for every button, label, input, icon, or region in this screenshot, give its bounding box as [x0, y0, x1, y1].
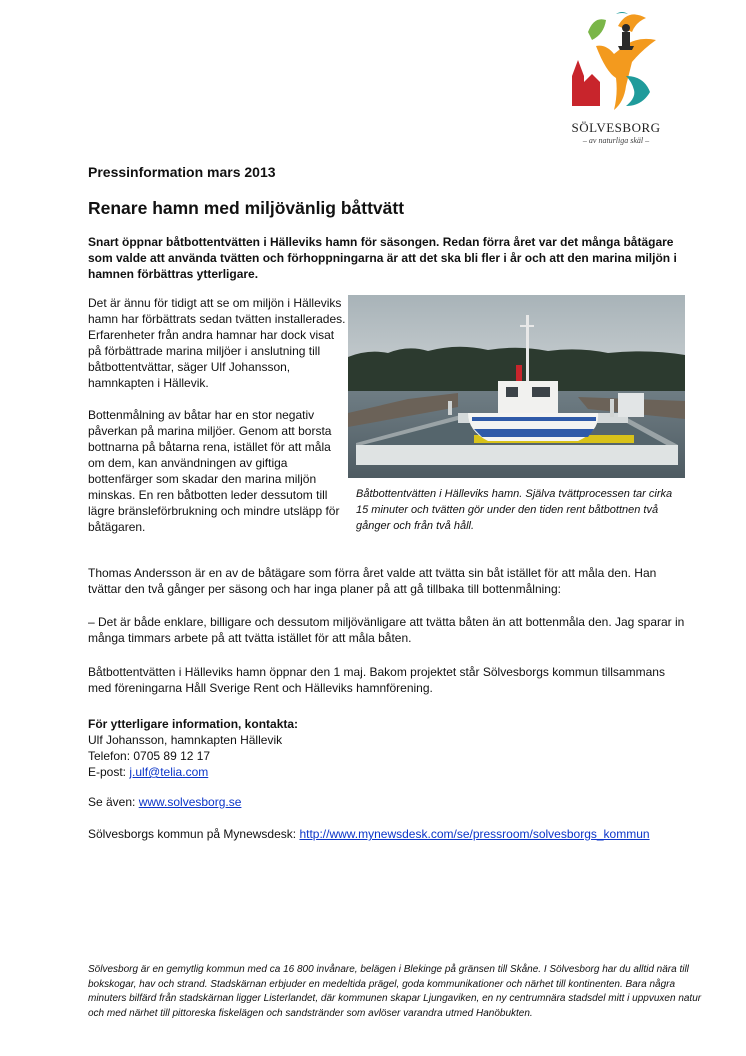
lead-paragraph: Snart öppnar båtbottentvätten i Hälleviks hamn för säsongen. Redan förra året var det många båtägare som valde att använda tvätten och förhoppningarna är att det ska bli fler i år och att den marina miljön i hamnen förbättras ytterligare. [88, 235, 677, 281]
contact-block [88, 716, 688, 780]
contact-name: Ulf Johansson, hamnkapten Hällevik [88, 733, 283, 747]
page-title: Renare hamn med miljövänlig båttvätt [88, 198, 405, 218]
body-paragraph-quote: – Det är både enklare, billigare och dessutom miljövänligare att tvätta båten än att bottenmåla den. Jag sparar in många timmars arbete på att tvätta istället för att måla båten. [88, 615, 685, 645]
contact-email-row [88, 764, 688, 780]
boat-wash-image [348, 295, 685, 478]
solvesborg-emblem-icon [566, 6, 666, 118]
mynewsdesk-label: Sölvesborgs kommun på Mynewsdesk: [88, 827, 300, 841]
column-paragraph-2: Bottenmålning av båtar har en stor negativ påverkan på marina miljöer. Genom att borsta bottnarna på båtarna rena, istället för att måla om dem, kan användningen av giftiga bottenfärger som skadar den marina miljön minskas. En ren båtbotten leder dessutom till lägre bränsleförbrukning och mindre utsläpp för båtägaren. [88, 408, 340, 534]
photo-caption: Båtbottentvätten i Hälleviks hamn. Själva tvättprocessen tar cirka 15 minuter och tvätten gör under den tiden rent båtbottnen två gånger och från två håll. [356, 488, 673, 532]
contact-email-label: E-post: [88, 765, 130, 779]
contact-phone: Telefon: 0705 89 12 17 [88, 749, 211, 763]
body-paragraph-2: Båtbottentvätten i Hälleviks hamn öppnar den 1 maj. Bakom projektet står Sölvesborgs kommun tillsammans med föreningarna Håll Sverige Rent och Hälleviks hamnförening. [88, 665, 665, 695]
mynewsdesk-link[interactable]: http://www.mynewsdesk.com/se/pressroom/solvesborgs_kommun [299, 827, 650, 841]
website-link[interactable]: www.solvesborg.se [138, 795, 242, 809]
logo-wordmark: SÖLVESBORG [571, 120, 661, 135]
press-kicker: Pressinformation mars 2013 [88, 164, 276, 180]
column-paragraph-1: Det är ännu för tidigt att se om miljön i Hälleviks hamn har förbättrats sedan tvätten installerades. Erfarenheter från andra hamnar har dock visat på förbättrade marina miljöer i anslutning till båtbottentvättar, säger Ulf Johansson, hamnkapten i Hällevik. [88, 296, 346, 390]
contact-heading: För ytterligare information, kontakta: [88, 717, 299, 731]
contact-email-link[interactable]: j.ulf@telia.com [129, 765, 209, 779]
footer-about-text: Sölvesborg är en gemytlig kommun med ca 16 800 invånare, belägen i Blekinge på gränsen till Skåne. I Sölvesborg har du alltid nära till bokskogar, hav och strand. Stadskärnan erbjuder en medeltida prägel, goda kommunikationer och närhet till kontinenten. Bara några minuters bilfärd från stadskärnan ligger Listerlandet, där kommunen skapar Ljungaviken, en ny centrumnära stadsdel mitt i uppvuxen natur och med närhet till pittoreska fiskelägen och sandstränder som avlöser varandra utmed Hanöbukten. [88, 964, 702, 1019]
solvesborg-logo [566, 6, 666, 146]
mynewsdesk-row [88, 826, 688, 842]
harbor-boat-wash-photo [348, 295, 685, 478]
body-paragraph-1: Thomas Andersson är en av de båtägare som förra året valde att tvätta sin båt istället för att måla den. Han tvättar den två gånger per säsong och har inga planer på att gå tillbaka till bottenmålning: [88, 566, 657, 596]
see-also-row [88, 794, 688, 810]
see-also-label: Se även: [88, 795, 139, 809]
logo-tagline: – av naturliga skäl – [582, 136, 650, 145]
